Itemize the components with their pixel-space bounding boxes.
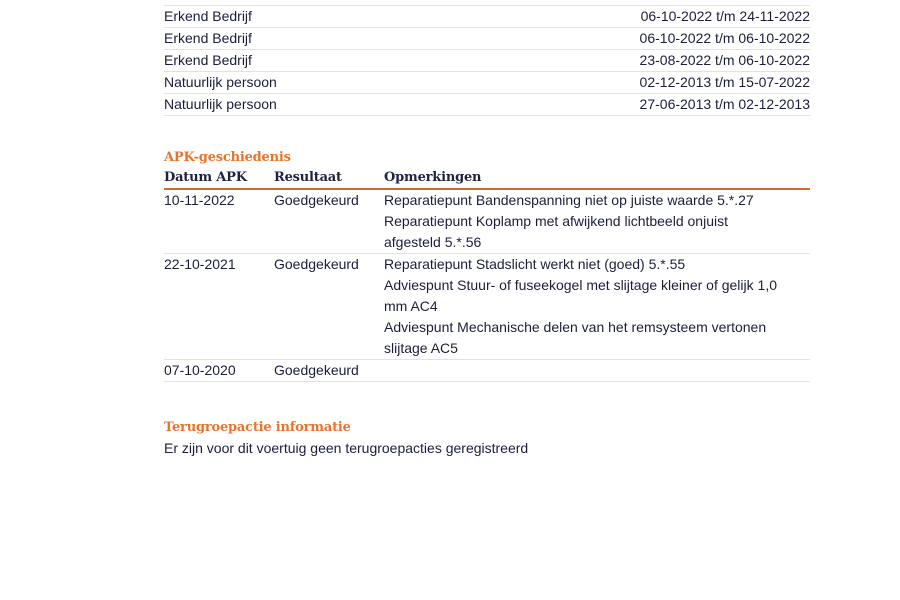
- apk-result: Goedgekeurd: [274, 362, 359, 378]
- table-row: [164, 190, 810, 254]
- header-result: Resultaat: [274, 170, 342, 185]
- table-row: [164, 360, 810, 382]
- apk-note: Reparatiepunt Stadslicht werkt niet (goed) 5.*.55: [384, 256, 686, 272]
- table-row: [164, 254, 810, 360]
- apk-result: Goedgekeurd: [274, 256, 359, 272]
- owner-type: Erkend Bedrijf: [164, 8, 252, 24]
- owner-type: Erkend Bedrijf: [164, 52, 252, 68]
- apk-date: 07-10-2020: [164, 362, 236, 378]
- owner-period: 06-10-2022 t/m 06-10-2022: [639, 30, 810, 46]
- ownership-table: [164, 0, 810, 116]
- apk-table-header: [164, 168, 810, 190]
- owner-type: Natuurlijk persoon: [164, 96, 277, 112]
- owner-type: Erkend Bedrijf: [164, 30, 252, 46]
- apk-note: Adviespunt Mechanische delen van het remsysteem vertonen slijtage AC5: [384, 319, 767, 356]
- recall-section-title: Terugroepactie informatie: [164, 420, 351, 435]
- recall-section: [164, 418, 810, 459]
- apk-notes: [384, 190, 810, 253]
- owner-period: 06-10-2022 t/m 24-11-2022: [640, 8, 810, 24]
- table-row: [164, 94, 810, 116]
- apk-note: Reparatiepunt Bandenspanning niet op juiste waarde 5.*.27: [384, 192, 754, 208]
- apk-date: 10-11-2022: [164, 192, 235, 208]
- owner-type: Natuurlijk persoon: [164, 74, 277, 90]
- owner-period: 02-12-2013 t/m 15-07-2022: [639, 74, 810, 90]
- apk-note: Adviespunt Stuur- of fuseekogel met slijtage kleiner of gelijk 1,0 mm AC4: [384, 277, 777, 314]
- header-notes: Opmerkingen: [384, 170, 482, 185]
- apk-note: Reparatiepunt Koplamp met afwijkend lichtbeeld onjuist afgesteld 5.*.56: [384, 213, 728, 250]
- apk-notes: [384, 254, 810, 359]
- owner-period: 27-06-2013 t/m 02-12-2013: [639, 96, 810, 112]
- table-row: [164, 50, 810, 72]
- apk-section-title: APK-geschiedenis: [164, 150, 291, 165]
- header-date: Datum APK: [164, 170, 247, 185]
- owner-period: 23-08-2022 t/m 06-10-2022: [639, 52, 810, 68]
- table-row: [164, 28, 810, 50]
- apk-notes: [384, 360, 810, 381]
- apk-history-section: [164, 148, 810, 382]
- apk-date: 22-10-2021: [164, 256, 236, 272]
- apk-result: Goedgekeurd: [274, 192, 359, 208]
- recall-text: Er zijn voor dit voertuig geen terugroepacties geregistreerd: [164, 440, 529, 456]
- table-row: [164, 72, 810, 94]
- table-row: [164, 6, 810, 28]
